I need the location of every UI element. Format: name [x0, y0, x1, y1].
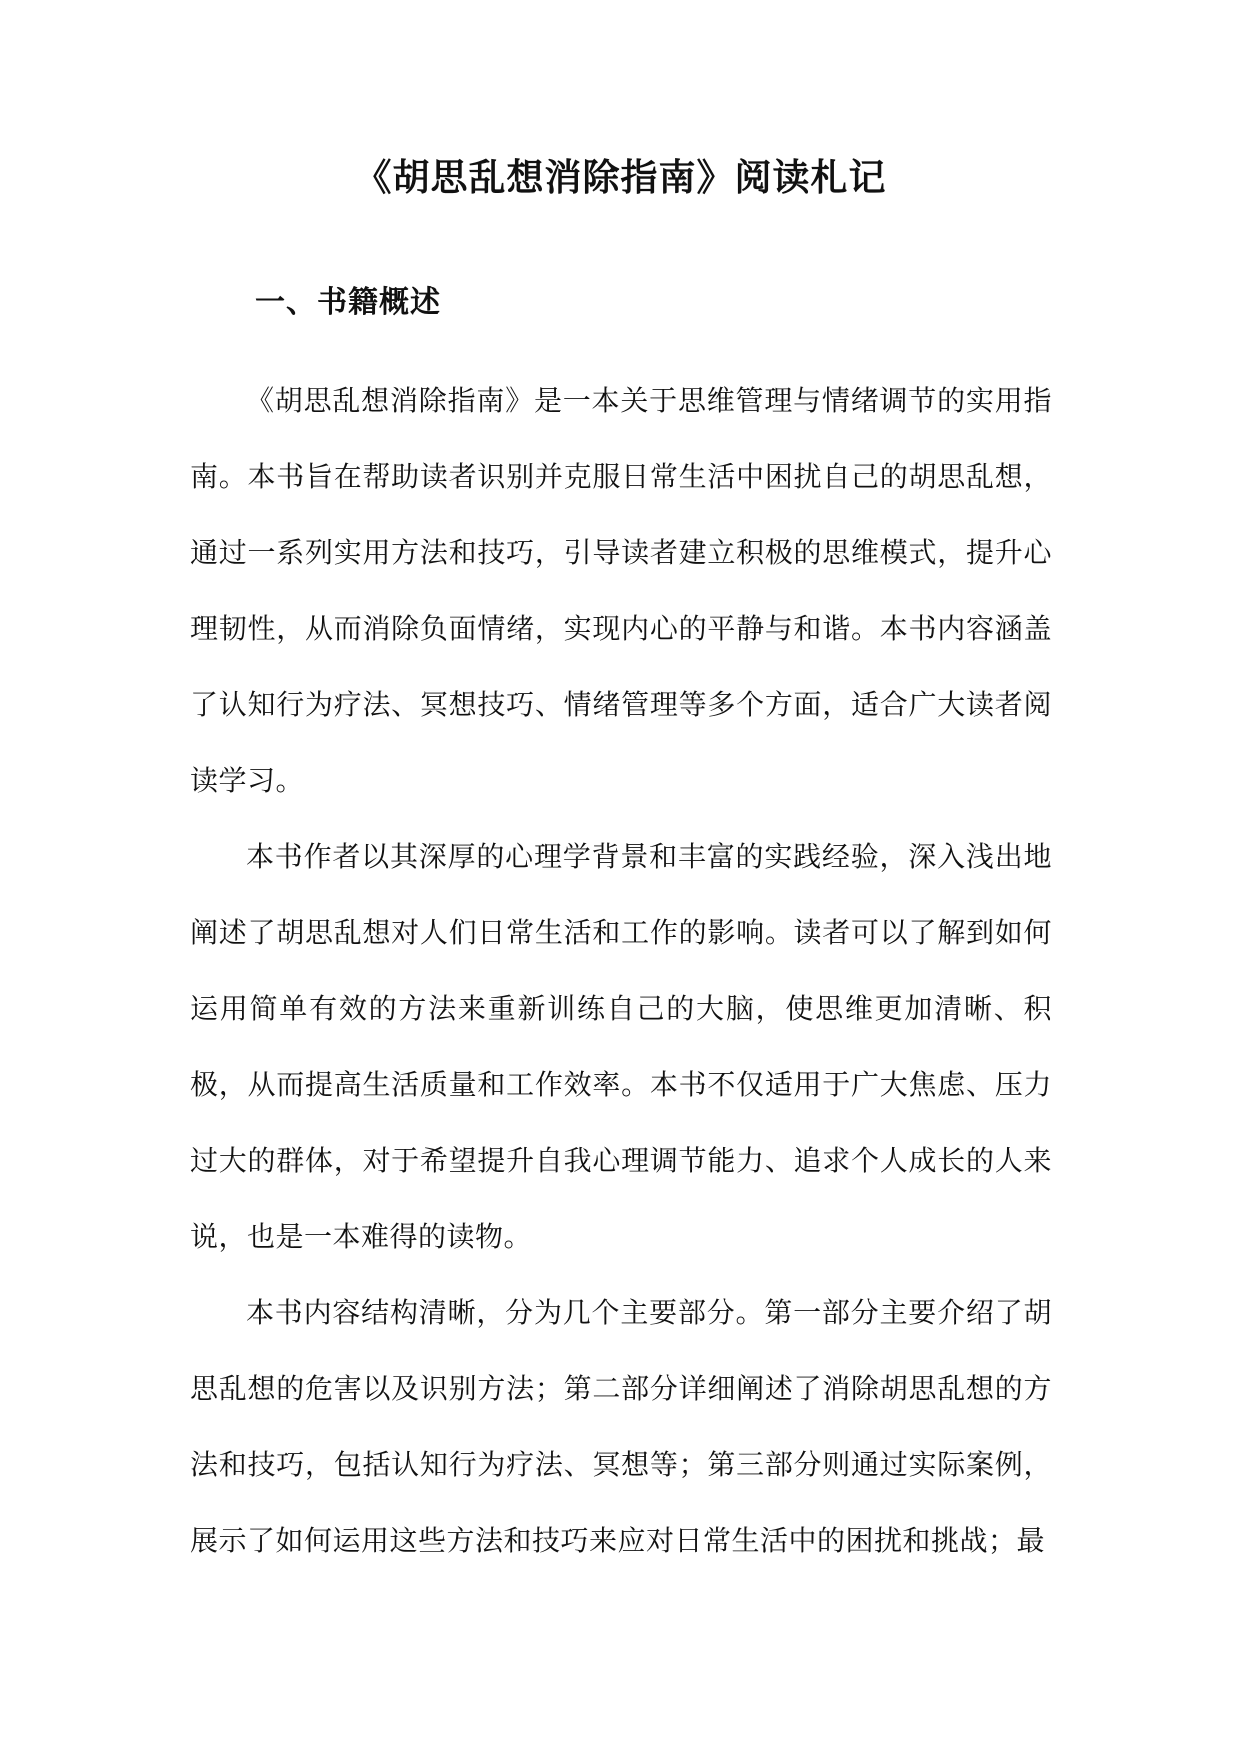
- paragraph-3: 本书内容结构清晰，分为几个主要部分。第一部分主要介绍了胡思乱想的危害以及识别方法；第二部分详细阐述了消除胡思乱想的方法和技巧，包括认知行为疗法、冥想等；第三部分则通过实际案例，展示了如何运用这些方法和技巧来应对日常生活中的困扰和挑战；最: [190, 1296, 1052, 1557]
- section-heading-overview: 一、书籍概述: [255, 285, 441, 320]
- paragraph-1: 《胡思乱想消除指南》是一本关于思维管理与情绪调节的实用指南。本书旨在帮助读者识别并克服日常生活中困扰自己的胡思乱想，通过一系列实用方法和技巧，引导读者建立积极的思维模式，提升心理韧性，从而消除负面情绪，实现内心的平静与和谐。本书内容涵盖了认知行为疗法、冥想技巧、情绪管理等多个方面，适合广大读者阅读学习。: [190, 384, 1052, 797]
- section-body: [190, 363, 1052, 1579]
- document-title: 《胡思乱想消除指南》阅读札记: [354, 156, 887, 199]
- paragraph-2: 本书作者以其深厚的心理学背景和丰富的实践经验，深入浅出地阐述了胡思乱想对人们日常生活和工作的影响。读者可以了解到如何运用简单有效的方法来重新训练自己的大脑，使思维更加清晰、积极，从而提高生活质量和工作效率。本书不仅适用于广大焦虑、压力过大的群体，对于希望提升自我心理调节能力、追求个人成长的人来说，也是一本难得的读物。: [190, 840, 1052, 1253]
